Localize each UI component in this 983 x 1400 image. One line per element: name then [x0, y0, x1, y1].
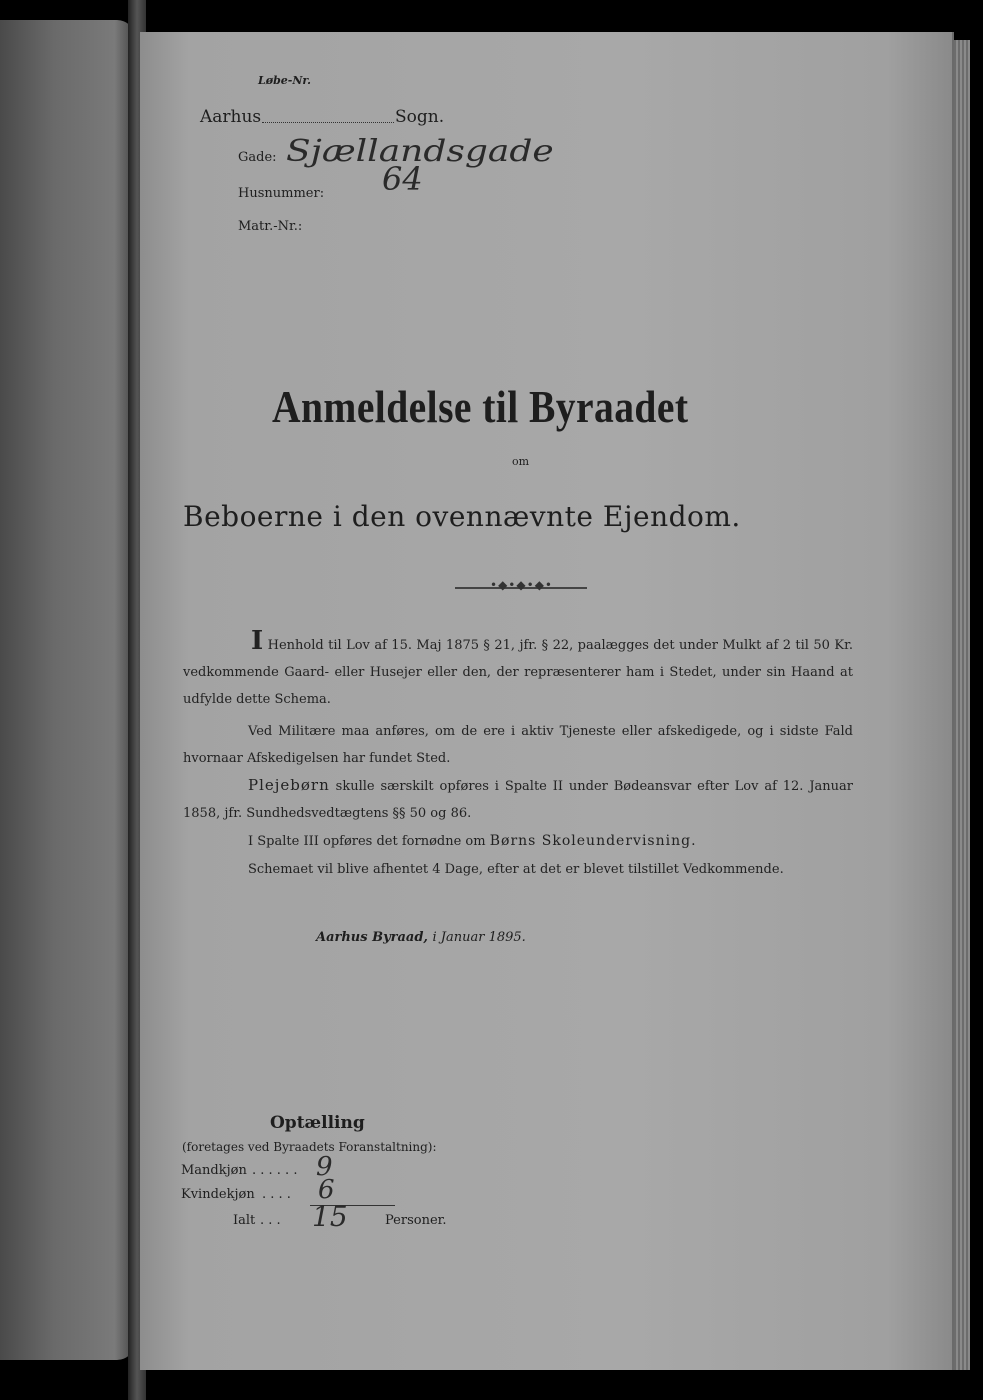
paragraph-1-text: Henhold til Lov af 15. Maj 1875 § 21, jfr. § 22, paalægges det under Mulkt af 2 til 50 Kr. vedkommende Gaard- eller Husejer eller den, der repræsenterer ham i Stedet, under sin Haand at udfylde dette Schema. [183, 638, 853, 707]
sogn-dotted-line [262, 122, 394, 123]
husnummer-label: Husnummer: [238, 186, 325, 201]
paragraph-4-text: I Spalte III opføres det fornødne om [248, 834, 486, 849]
male-label: Mandkjøn [181, 1163, 247, 1178]
issuer-name: Aarhus Byraad, [316, 930, 428, 945]
husnummer-handwritten-value: 64 [382, 160, 423, 198]
count-subtitle: (foretages ved Byraadets Foranstaltning): [182, 1140, 437, 1154]
female-handwritten-value: 6 [318, 1175, 335, 1205]
paragraph-3-text: skulle særskilt opføres i Spalte II under Bødeansvar efter Lov af 12. Januar 1858, jfr. Sundhedsvedtægtens §§ 50 og 86. [183, 779, 853, 821]
matr-label: Matr.-Nr.: [238, 219, 303, 234]
left-page-edge [0, 20, 135, 1360]
instruction-paragraph-3 [183, 772, 853, 827]
gade-handwritten-value: Sjællandsgade [286, 134, 554, 169]
dropcap: I [251, 626, 264, 656]
instruction-paragraph-5: Schemaet vil blive afhentet 4 Dage, efter at det er blevet tilstillet Vedkommende. [248, 862, 784, 877]
lobe-nr-label: Løbe-Nr. [258, 74, 311, 87]
total-handwritten-value: 15 [312, 1200, 348, 1233]
total-label: Ialt [233, 1213, 256, 1228]
female-dots: . . . . [262, 1187, 291, 1202]
count-title: Optælling [270, 1113, 365, 1133]
form-subtitle: Beboerne i den ovennævnte Ejendom. [183, 500, 741, 533]
male-dots: . . . . . . [252, 1163, 298, 1178]
persons-label: Personer. [385, 1213, 447, 1228]
male-handwritten-value: 9 [316, 1152, 333, 1182]
issue-date: i Januar 1895. [432, 930, 526, 945]
total-dots: . . . [260, 1213, 281, 1228]
skoleundervisning-emphasis: Børns Skoleundervisning. [489, 833, 697, 849]
plejeborn-emphasis: Plejebørn [248, 776, 330, 794]
ornament-dots: •◆•◆•◆• [490, 578, 553, 592]
title-connector: om [512, 455, 530, 468]
sogn-label: Sogn. [395, 107, 445, 127]
gade-label: Gade: [238, 150, 277, 165]
instruction-paragraph-1 [183, 628, 853, 713]
city-label: Aarhus [200, 107, 262, 127]
issuer-signature [316, 930, 526, 945]
instruction-paragraph-4 [183, 828, 853, 855]
instruction-paragraph-2: Ved Militære maa anføres, om de ere i aktiv Tjeneste eller afskedigede, og i sidste Fald hvornaar Afskedigelsen har fundet Sted. [183, 724, 853, 766]
form-title: Anmeldelse til Byraadet [272, 381, 689, 432]
female-label: Kvindekjøn [181, 1187, 255, 1202]
